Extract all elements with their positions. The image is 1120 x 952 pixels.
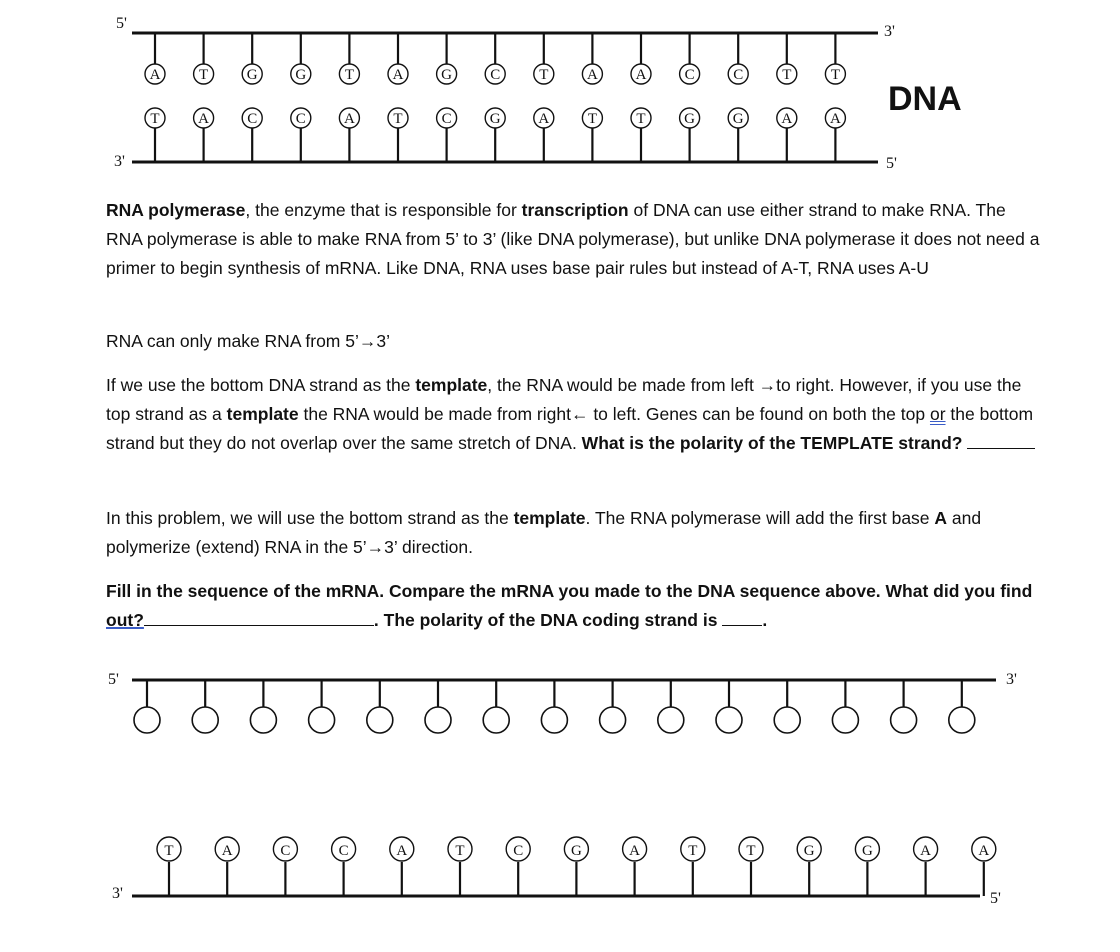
findings-answer-blank[interactable] <box>144 624 374 626</box>
mrna-empty-slot[interactable] <box>541 707 567 733</box>
bottom-left-end-label: 3' <box>114 153 125 170</box>
template-base: C <box>338 843 349 859</box>
mrna-left-end-label: 5' <box>108 671 119 688</box>
top-strand-base: G <box>441 67 453 83</box>
mrna-empty-slot[interactable] <box>949 707 975 733</box>
bottom-strand-base: C <box>441 111 452 127</box>
bottom-strand-base: G <box>489 111 501 127</box>
top-strand-base: A <box>149 67 161 83</box>
mrna-fill-in-diagram <box>108 671 1017 907</box>
bottom-strand-base: T <box>636 111 646 127</box>
top-strand-base: A <box>586 67 598 83</box>
template-base: G <box>570 843 582 859</box>
paragraph-direction: RNA can only make RNA from 5’→3’ <box>106 331 390 351</box>
mrna-right-end-label: 3' <box>1006 671 1017 688</box>
bottom-right-end-label: 5' <box>886 155 897 172</box>
template-base: A <box>629 843 641 859</box>
template-base: G <box>803 843 815 859</box>
template-left-end-label: 3' <box>112 885 123 902</box>
paragraph-rna-polymerase: RNA polymerase, the enzyme that is responsible for transcription of DNA can use either strand to make RNA. The RNA polymerase is able to make RNA from 5’ to 3’ (like DNA polymerase), but unlike DNA polymerase it does not need a primer to begin synthesis of mRNA. Like DNA, RNA uses base pair rules but instead of A-T, RNA uses A-U <box>106 200 1040 278</box>
bottom-strand-base: C <box>295 111 306 127</box>
bottom-strand-base: T <box>587 111 597 127</box>
mrna-empty-slot[interactable] <box>483 707 509 733</box>
template-base: T <box>688 843 698 859</box>
bottom-strand-base: G <box>684 111 696 127</box>
paragraph-fill-in: Fill in the sequence of the mRNA. Compare the mRNA you made to the DNA sequence above. What did you find out? . The polarity of the DNA coding strand is . <box>106 581 1033 630</box>
top-strand-base: C <box>684 67 695 83</box>
top-strand-base: T <box>782 67 792 83</box>
top-strand-base: T <box>199 67 209 83</box>
top-strand-base: T <box>539 67 549 83</box>
bottom-strand-base: A <box>198 111 210 127</box>
top-strand-base: G <box>246 67 258 83</box>
top-right-end-label: 3' <box>884 23 895 40</box>
template-base: T <box>164 843 174 859</box>
mrna-empty-slot[interactable] <box>425 707 451 733</box>
bottom-strand-base: C <box>247 111 258 127</box>
top-strand-base: T <box>830 67 840 83</box>
top-strand-base: C <box>733 67 744 83</box>
mrna-empty-slot[interactable] <box>658 707 684 733</box>
template-base: A <box>920 843 932 859</box>
mrna-empty-slot[interactable] <box>774 707 800 733</box>
paragraph-template: If we use the bottom DNA strand as the template, the RNA would be made from left →to right. However, if you use the top strand as a template the RNA would be made from right← to left. Genes can be found on both the top or the bottom strand but they do not overlap over the same stretch of DNA. What is the polarity of the TEMPLATE strand? <box>106 371 1046 458</box>
bottom-strand-base: G <box>732 111 744 127</box>
bottom-strand-base: A <box>829 111 841 127</box>
bottom-strand-base: T <box>150 111 160 127</box>
top-strand-base: A <box>635 67 647 83</box>
term-template: template <box>513 508 586 528</box>
template-base: T <box>746 843 756 859</box>
coding-strand-polarity-blank[interactable] <box>722 624 762 626</box>
mrna-empty-slot[interactable] <box>600 707 626 733</box>
out-word: out? <box>106 610 144 630</box>
template-base: T <box>455 843 465 859</box>
top-strand-base: C <box>490 67 501 83</box>
template-base: C <box>513 843 524 859</box>
template-polarity-answer-blank[interactable] <box>967 447 1035 449</box>
bottom-strand-base: T <box>393 111 403 127</box>
term-rna-polymerase: RNA polymerase <box>106 200 246 220</box>
template-base: C <box>280 843 291 859</box>
bottom-strand-base: A <box>781 111 793 127</box>
dna-label: DNA <box>888 80 962 118</box>
top-left-end-label: 5' <box>116 15 127 32</box>
term-transcription: transcription <box>521 200 629 220</box>
template-polarity-question: What is the polarity of the TEMPLATE strand? <box>581 433 963 453</box>
template-base: A <box>978 843 990 859</box>
mrna-empty-slot[interactable] <box>891 707 917 733</box>
mrna-empty-slot[interactable] <box>250 707 276 733</box>
template-right-end-label: 5' <box>990 890 1001 907</box>
top-strand-base: T <box>344 67 354 83</box>
bottom-strand-base: A <box>343 111 355 127</box>
template-base: A <box>221 843 233 859</box>
mrna-empty-slot[interactable] <box>832 707 858 733</box>
or-word: or <box>929 404 946 424</box>
first-base: A <box>934 508 948 528</box>
mrna-empty-slot[interactable] <box>192 707 218 733</box>
top-dna-diagram <box>114 15 962 172</box>
term-template: template <box>226 404 299 424</box>
mrna-empty-slot[interactable] <box>309 707 335 733</box>
top-strand-base: G <box>295 67 307 83</box>
top-strand-base: A <box>392 67 404 83</box>
term-template: template <box>415 375 488 395</box>
mrna-empty-slot[interactable] <box>716 707 742 733</box>
mrna-empty-slot[interactable] <box>134 707 160 733</box>
bottom-strand-base: A <box>538 111 550 127</box>
template-base: G <box>861 843 873 859</box>
template-base: A <box>396 843 408 859</box>
paragraph-bottom-template: In this problem, we will use the bottom strand as the template. The RNA polymerase will add the first base A and polymerize (extend) RNA in the 5’→3’ direction. <box>106 508 982 557</box>
mrna-empty-slot[interactable] <box>367 707 393 733</box>
